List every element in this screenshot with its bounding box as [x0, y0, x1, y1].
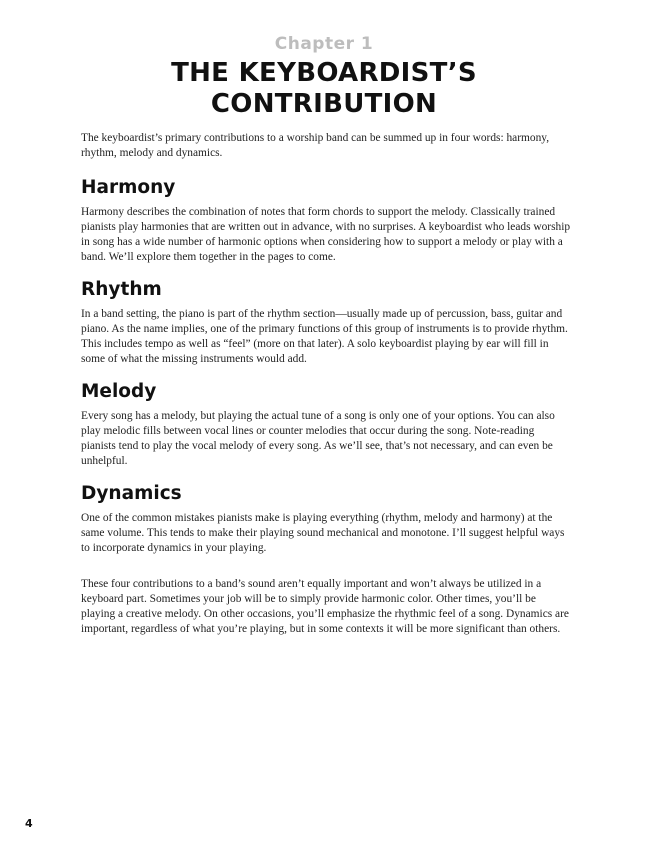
- section-heading-melody: Melody: [81, 381, 157, 402]
- intro-paragraph: The keyboardist’s primary contributions to a worship band can be summed up in four words: harmony, rhythm, melody and dynamics.: [81, 132, 550, 159]
- section-heading-rhythm: Rhythm: [81, 279, 162, 300]
- chapter-body: [81, 131, 571, 637]
- chapter-label: Chapter 1: [274, 34, 374, 54]
- chapter-title: [0, 58, 648, 120]
- section-body-rhythm: In a band setting, the piano is part of the rhythm section—usually made up of percussion, bass, guitar and piano. As the name implies, one of the primary functions of this group of instruments is to provide rhythm. This includes tempo as well as “feel” (more on that later). A solo keyboardist playing by ear will fill in some of what the missing instruments would add.: [81, 308, 568, 365]
- section-body-melody: Every song has a melody, but playing the actual tune of a song is only one of your options. You can also play melodic fills between vocal lines or counter melodies that occur during the song. Note-reading pianists tend to play the vocal melody of every song. As we’ll see, that’s not necessary, and can even be unhelpful.: [81, 410, 555, 467]
- section-heading-dynamics: Dynamics: [81, 483, 182, 504]
- section-body-dynamics: One of the common mistakes pianists make is playing everything (rhythm, melody and harmony) at the same volume. This tends to make their playing sound mechanical and monotone. I’ll suggest helpful ways to incorporate dynamics in your playing.: [81, 512, 565, 554]
- chapter-title-line-1: THE KEYBOARDIST’S: [171, 58, 477, 88]
- closing-paragraph: These four contributions to a band’s sound aren’t equally important and won’t always be utilized in a keyboard part. Sometimes your job will be to simply provide harmonic color. Other times, you’ll be playing a creative melody. On other occasions, you’ll emphasize the rhythmic feel of a song. Dynamics are important, regardless of what you’re playing, but in some contexts it will be more significant than others.: [81, 578, 569, 635]
- chapter-title-line-2: CONTRIBUTION: [210, 89, 438, 119]
- section-body-harmony: Harmony describes the combination of notes that form chords to support the melody. Classically trained pianists play harmonies that are written out in advance, with no surprises. A keyboardist who leads worship in song has a wide number of harmonic options when considering how to support a melody or play with a band. We’ll explore them together in the pages to come.: [81, 206, 571, 263]
- page-number: 4: [25, 817, 33, 830]
- section-heading-harmony: Harmony: [81, 177, 176, 198]
